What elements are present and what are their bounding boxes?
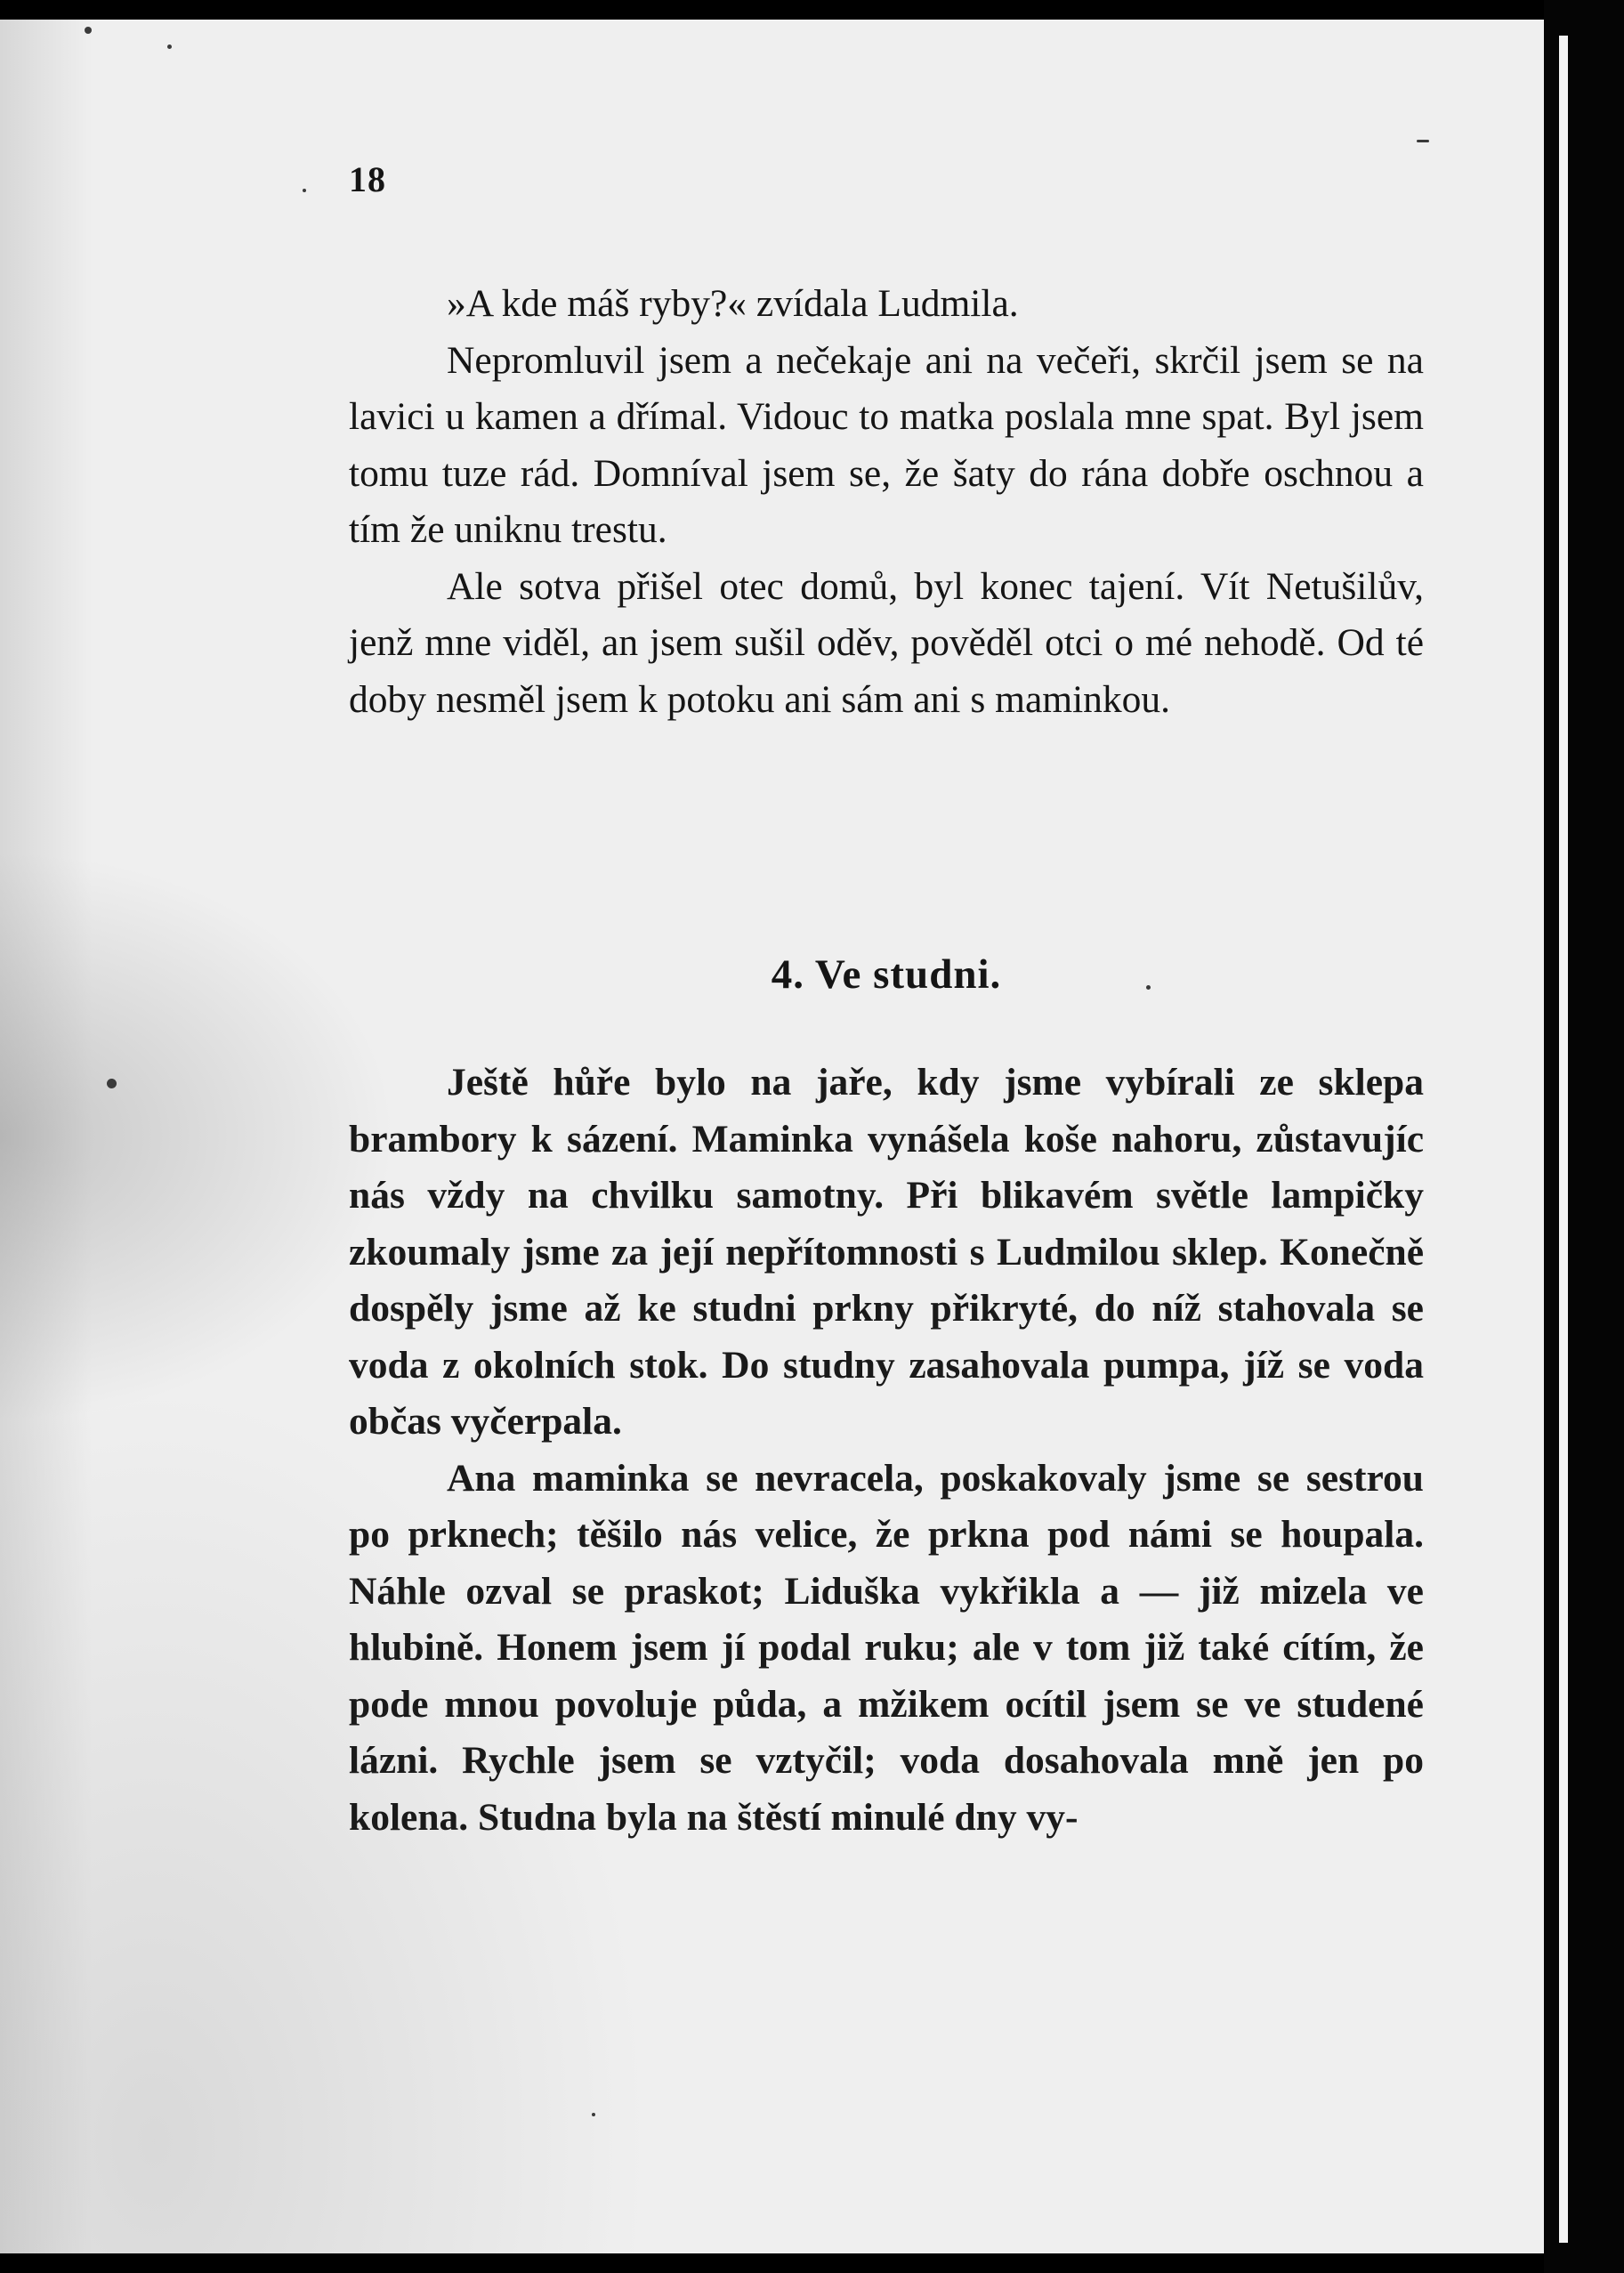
book-binding-shadow bbox=[1544, 0, 1624, 2273]
section-heading: 4. Ve studni. bbox=[771, 951, 1002, 998]
paragraph: Ještě hůře bylo na jaře, kdy jsme vybírali ze sklepa brambory k sázení. Maminka vynášela koše nahoru, zůstavujíc nás vždy na chvilku samotny. Při blikavém světle lampičky zkoumaly jsme za její nepřítomnosti s Ludmilou sklep. Konečně dospěly jsme až ke studni prkny přikryté, do níž stahovala se voda z okolních stok. Do studny zasahovala pumpa, jíž se voda občas vyčerpala. bbox=[349, 1061, 1424, 1443]
paragraph: »A kde máš ryby?« zvídala Ludmila. bbox=[447, 282, 1019, 325]
page-edge bbox=[1559, 36, 1568, 2243]
paragraph: Ale sotva přišel otec domů, byl konec tajení. Vít Netušilův, jenž mne viděl, an jsem sušil oděv, pověděl otci o mé nehodě. Od té doby nesměl jsem k potoku ani sám ani s maminkou. bbox=[349, 564, 1424, 721]
dust-speck bbox=[167, 44, 172, 49]
text-section-bottom bbox=[349, 1055, 1424, 1846]
dust-speck bbox=[1417, 140, 1429, 142]
page-number: 18 bbox=[349, 159, 386, 199]
dust-speck bbox=[85, 27, 92, 34]
dust-speck bbox=[592, 2113, 595, 2116]
dust-speck bbox=[107, 1079, 117, 1088]
paragraph: Nepromluvil jsem a nečekaje ani na večeři, skrčil jsem se na lavici u kamen a dřímal. Vidouc to matka poslala mne spat. Byl jsem tomu tuze rád. Domníval jsem se, že šaty do rána dobře oschnou a tím že uniknu trestu. bbox=[349, 338, 1424, 551]
text-section-top bbox=[349, 276, 1424, 728]
paragraph: Ana maminka se nevracela, poskakovaly jsme se sestrou po prknech; těšilo nás velice, že prkna pod námi se houpala. Náhle ozval se praskot; Liduška vykřikla a — již mizela ve hlubině. Honem jsem jí podal ruku; ale v tom již také cítím, že pode mnou povoluje půda, a mžikem ocítil jsem se ve studené lázni. Rychle jsem se vztyčil; voda dosahovala mně jen po kolena. Studna byla na štěstí minulé dny vy- bbox=[349, 1456, 1424, 1839]
dust-speck bbox=[303, 189, 306, 192]
